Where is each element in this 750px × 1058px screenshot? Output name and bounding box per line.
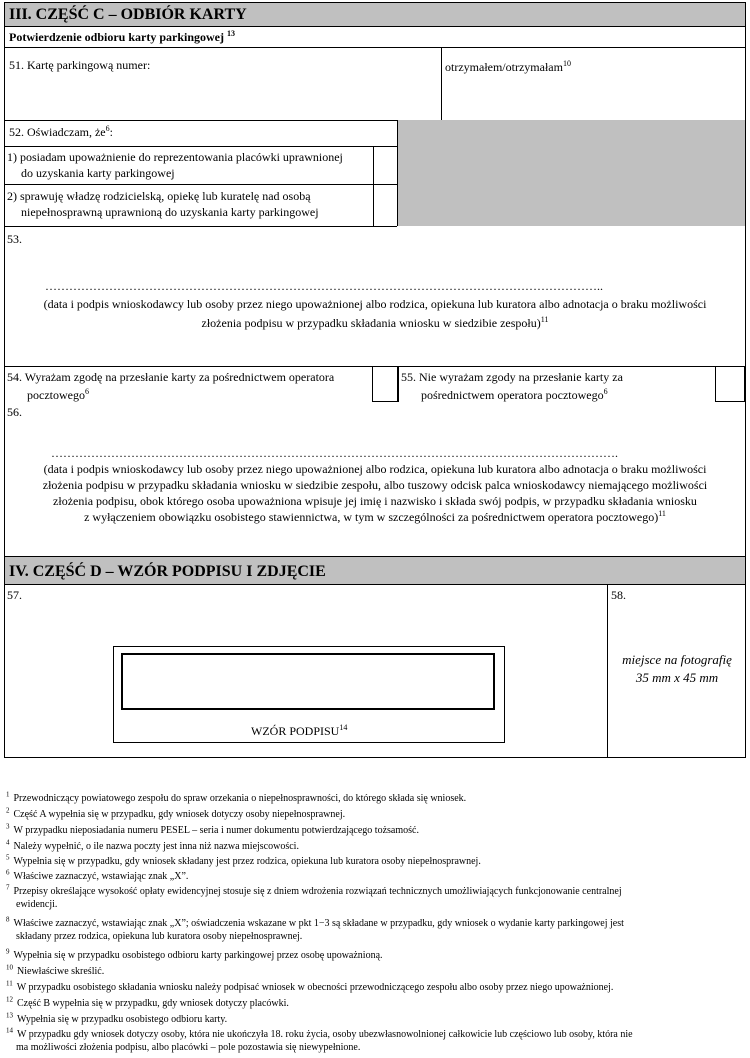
field-51-received <box>445 59 571 75</box>
receipt-subheader-ref: 13 <box>227 29 235 38</box>
field-52-ref: 6 <box>105 124 110 133</box>
field-55-no-consent <box>401 369 711 403</box>
footnote-10 <box>6 965 742 978</box>
field-56-caption-line2: złożenia podpisu w przypadku składania wniosku w siedzibie zespołu, albo tuszowy odcisk palca wnioskodawcy niemającego możliwości <box>42 478 708 492</box>
footnote-number: 5 <box>6 853 10 862</box>
footnote-text: ewidencji. <box>16 899 58 910</box>
signature-specimen-label <box>251 723 347 739</box>
field-56-caption-line3: złożenia podpisu, obok którego osoba upoważniona wpisuje jej imię i nazwisko i składa swój podpis, w przypadku składania wniosku <box>53 494 697 508</box>
statement-option-2 <box>7 188 373 220</box>
field-57-label: 57. <box>7 588 22 602</box>
footnote-number: 9 <box>6 947 10 956</box>
footnote-11 <box>6 981 742 994</box>
field-52-label-text: 52. Oświadczam, że <box>9 125 106 139</box>
footnote-text: Należy wypełnić, o ile nazwa poczty jest inna niż nazwa miejscowości. <box>13 841 299 852</box>
footnote-6 <box>6 870 742 883</box>
footnote-8 <box>6 917 742 943</box>
field-52-label: 52. Oświadczam, $że^6$: <box>9 124 113 139</box>
footnote-number: 8 <box>6 915 10 924</box>
footnote-1 <box>6 792 742 805</box>
field-55-line1: 55. Nie wyrażam zgody na przesłanie karty za <box>401 370 623 384</box>
footnote-text: Część A wypełnia się w przypadku, gdy wniosek dotyczy osoby niepełnosprawnej. <box>13 809 346 820</box>
footnote-number: 6 <box>6 868 10 877</box>
footnote-text: W przypadku nieposiadania numeru PESEL – seria i numer dokumentu potwierdzającego tożsamość. <box>13 825 419 836</box>
checkbox-54[interactable] <box>372 366 398 402</box>
field-55-line2: pośrednictwem operatora pocztowego <box>421 388 604 402</box>
grey-shaded-area <box>397 120 745 226</box>
part-c-header-text: III. CZĘŚĆ C – ODBIÓR KARTY <box>9 6 247 23</box>
field-51-ref: 10 <box>562 59 571 68</box>
footnote-text: W przypadku osobistego składania wniosku należy podpisać wniosek w obecności przewodniczącego zespołu albo osoby przez niego upoważnionej. <box>16 982 614 993</box>
signature-dots-56: ……………………………………………………………………………………………………………………………. <box>51 446 618 460</box>
option-1-line2: do uzyskania karty parkingowej <box>21 166 175 180</box>
option-2-line1: sprawuję władzę rodzicielską, opiekę lub kuratelę nad osobą <box>20 189 311 203</box>
checkbox-55[interactable] <box>715 366 745 402</box>
footnote-number: 2 <box>6 806 10 815</box>
footnote-5 <box>6 855 742 868</box>
footnote-14 <box>6 1028 742 1054</box>
footnote-13 <box>6 1013 742 1026</box>
photo-line1: miejsce na fotografię <box>622 652 732 667</box>
footnote-text: Część B wypełnia się w przypadku, gdy wniosek dotyczy placówki. <box>17 998 289 1009</box>
field-51-received-text: otrzymałem/otrzymałam <box>445 60 563 74</box>
option-1-line1: posiadam upoważnienie do reprezentowania placówki uprawnionej <box>20 150 343 164</box>
part-d-header-text: IV. CZĘŚĆ D – WZÓR PODPISU I ZDJĘCIE <box>9 563 326 580</box>
field-51-label-text: 51. Kartę parkingową numer: <box>9 58 151 72</box>
receipt-subheader <box>9 27 235 47</box>
footnote-9 <box>6 949 742 962</box>
footnote-number: 1 <box>6 790 10 799</box>
field-54-consent <box>7 369 377 403</box>
field-53-caption-line1: (data i podpis wnioskodawcy lub osoby przez niego upoważnionej albo rodzica, opiekuna lub kuratora albo adnotacja o braku możliwości <box>43 297 707 311</box>
footnote-number: 4 <box>6 838 10 847</box>
footnote-text: Przepisy określające wysokość opłaty ewidencyjnej stosuje się z dniem wdrożenia rozwiązań technicznych umożliwiających funkcjonowanie centralnej <box>13 886 622 897</box>
checkbox-option-2[interactable] <box>373 184 397 226</box>
option-2-number: 2) <box>7 189 17 203</box>
field-54-line1: 54. Wyrażam zgodę na przesłanie karty za pośrednictwem operatora <box>7 370 335 384</box>
field-53-label: 53. <box>7 232 22 246</box>
footnote-text: Wypełnia się w przypadku osobistego odbioru karty parkingowej przez osobę upoważnioną. <box>13 950 383 961</box>
footnote-text: ma możliwości złożenia podpisu, albo placówki – pole pozostawia się niewypełnione. <box>16 1042 361 1053</box>
field-53-ref: 11 <box>540 315 549 324</box>
footnote-text: Właściwe zaznaczyć, wstawiając znak „X”; oświadczenia wskazane w pkt 1−3 są składane w przypadku, gdy wniosek o wydanie karty parkingowej jest <box>13 918 624 929</box>
footnote-3 <box>6 824 742 837</box>
footnote-number: 13 <box>6 1011 13 1020</box>
signature-specimen-ref: 14 <box>339 723 348 732</box>
field-55-ref: 6 <box>603 387 608 396</box>
option-1-number: 1) <box>7 150 17 164</box>
field-56-caption-line1: (data i podpis wnioskodawcy lub osoby przez niego upoważnionej albo rodzica, opiekuna lub kuratora albo adnotacja o braku możliwości <box>43 462 707 476</box>
footnote-text: Wypełnia się w przypadku, gdy wniosek składany jest przez rodzica, opiekuna lub kuratora osoby niepełnosprawnej. <box>13 856 481 867</box>
field-56-caption-line4: z wyłączeniem obowiązku osobistego stawiennictwa, w tym w szczególności za pośrednictwem operatora pocztowego) <box>84 510 659 524</box>
footnote-number: 11 <box>6 979 13 988</box>
field-56-label: 56. <box>7 405 22 419</box>
footnote-number: 10 <box>6 963 13 972</box>
footnote-number: 3 <box>6 822 10 831</box>
signature-specimen-box[interactable] <box>121 653 495 710</box>
footnote-number: 12 <box>6 995 13 1004</box>
photo-placeholder[interactable] <box>608 651 746 687</box>
part-d-header <box>5 556 745 585</box>
field-54-line2: pocztowego <box>27 388 85 402</box>
form-part-c-d <box>4 2 746 758</box>
footnote-text: składany przez rodzica, opiekuna lub kuratora osoby niepełnosprawnej. <box>16 931 303 942</box>
checkbox-option-1[interactable] <box>373 146 397 184</box>
signature-field-56[interactable] <box>5 402 745 556</box>
statement-option-1 <box>7 149 373 181</box>
option-2-line2: niepełnosprawną uprawnioną do uzyskania karty parkingowej <box>21 205 319 219</box>
field-53-caption-line2: złożenia podpisu w przypadku składania wniosku w siedzibie zespołu) <box>201 316 541 330</box>
photo-line2: 35 mm x 45 mm <box>635 670 719 685</box>
part-c-header <box>5 3 745 27</box>
field-54-ref: 6 <box>84 387 89 396</box>
footnote-number: 7 <box>6 883 10 892</box>
receipt-subheader-text: Potwierdzenie odbioru karty parkingowej <box>9 30 224 44</box>
footnote-4 <box>6 840 742 853</box>
signature-specimen-label-text: WZÓR PODPISU <box>251 724 340 738</box>
field-58-label: 58. <box>611 588 626 602</box>
footnote-text: Przewodniczący powiatowego zespołu do spraw orzekania o niepełnosprawności, do którego składa się wniosek. <box>13 793 467 804</box>
footnote-text: Niewłaściwe skreślić. <box>17 966 105 977</box>
footnote-text: Właściwe zaznaczyć, wstawiając znak „X”. <box>13 871 189 882</box>
footnote-text: Wypełnia się w przypadku osobistego odbioru karty. <box>17 1014 228 1025</box>
footnote-12 <box>6 997 742 1010</box>
footnote-2 <box>6 808 742 821</box>
footnote-number: 14 <box>6 1026 13 1035</box>
signature-dots-53: ………………………………………………………………………………………………………………………….. <box>45 279 603 293</box>
footnote-7 <box>6 885 742 911</box>
signature-field-53[interactable] <box>5 226 745 366</box>
card-number-field[interactable] <box>5 47 441 120</box>
footnote-text: W przypadku gdy wniosek dotyczy osoby, która nie ukończyła 18. roku życia, osoby ubezwłasnowolnionej całkowicie lub częściowo lub osoby, która nie <box>17 1029 633 1040</box>
field-56-ref: 11 <box>658 509 666 518</box>
